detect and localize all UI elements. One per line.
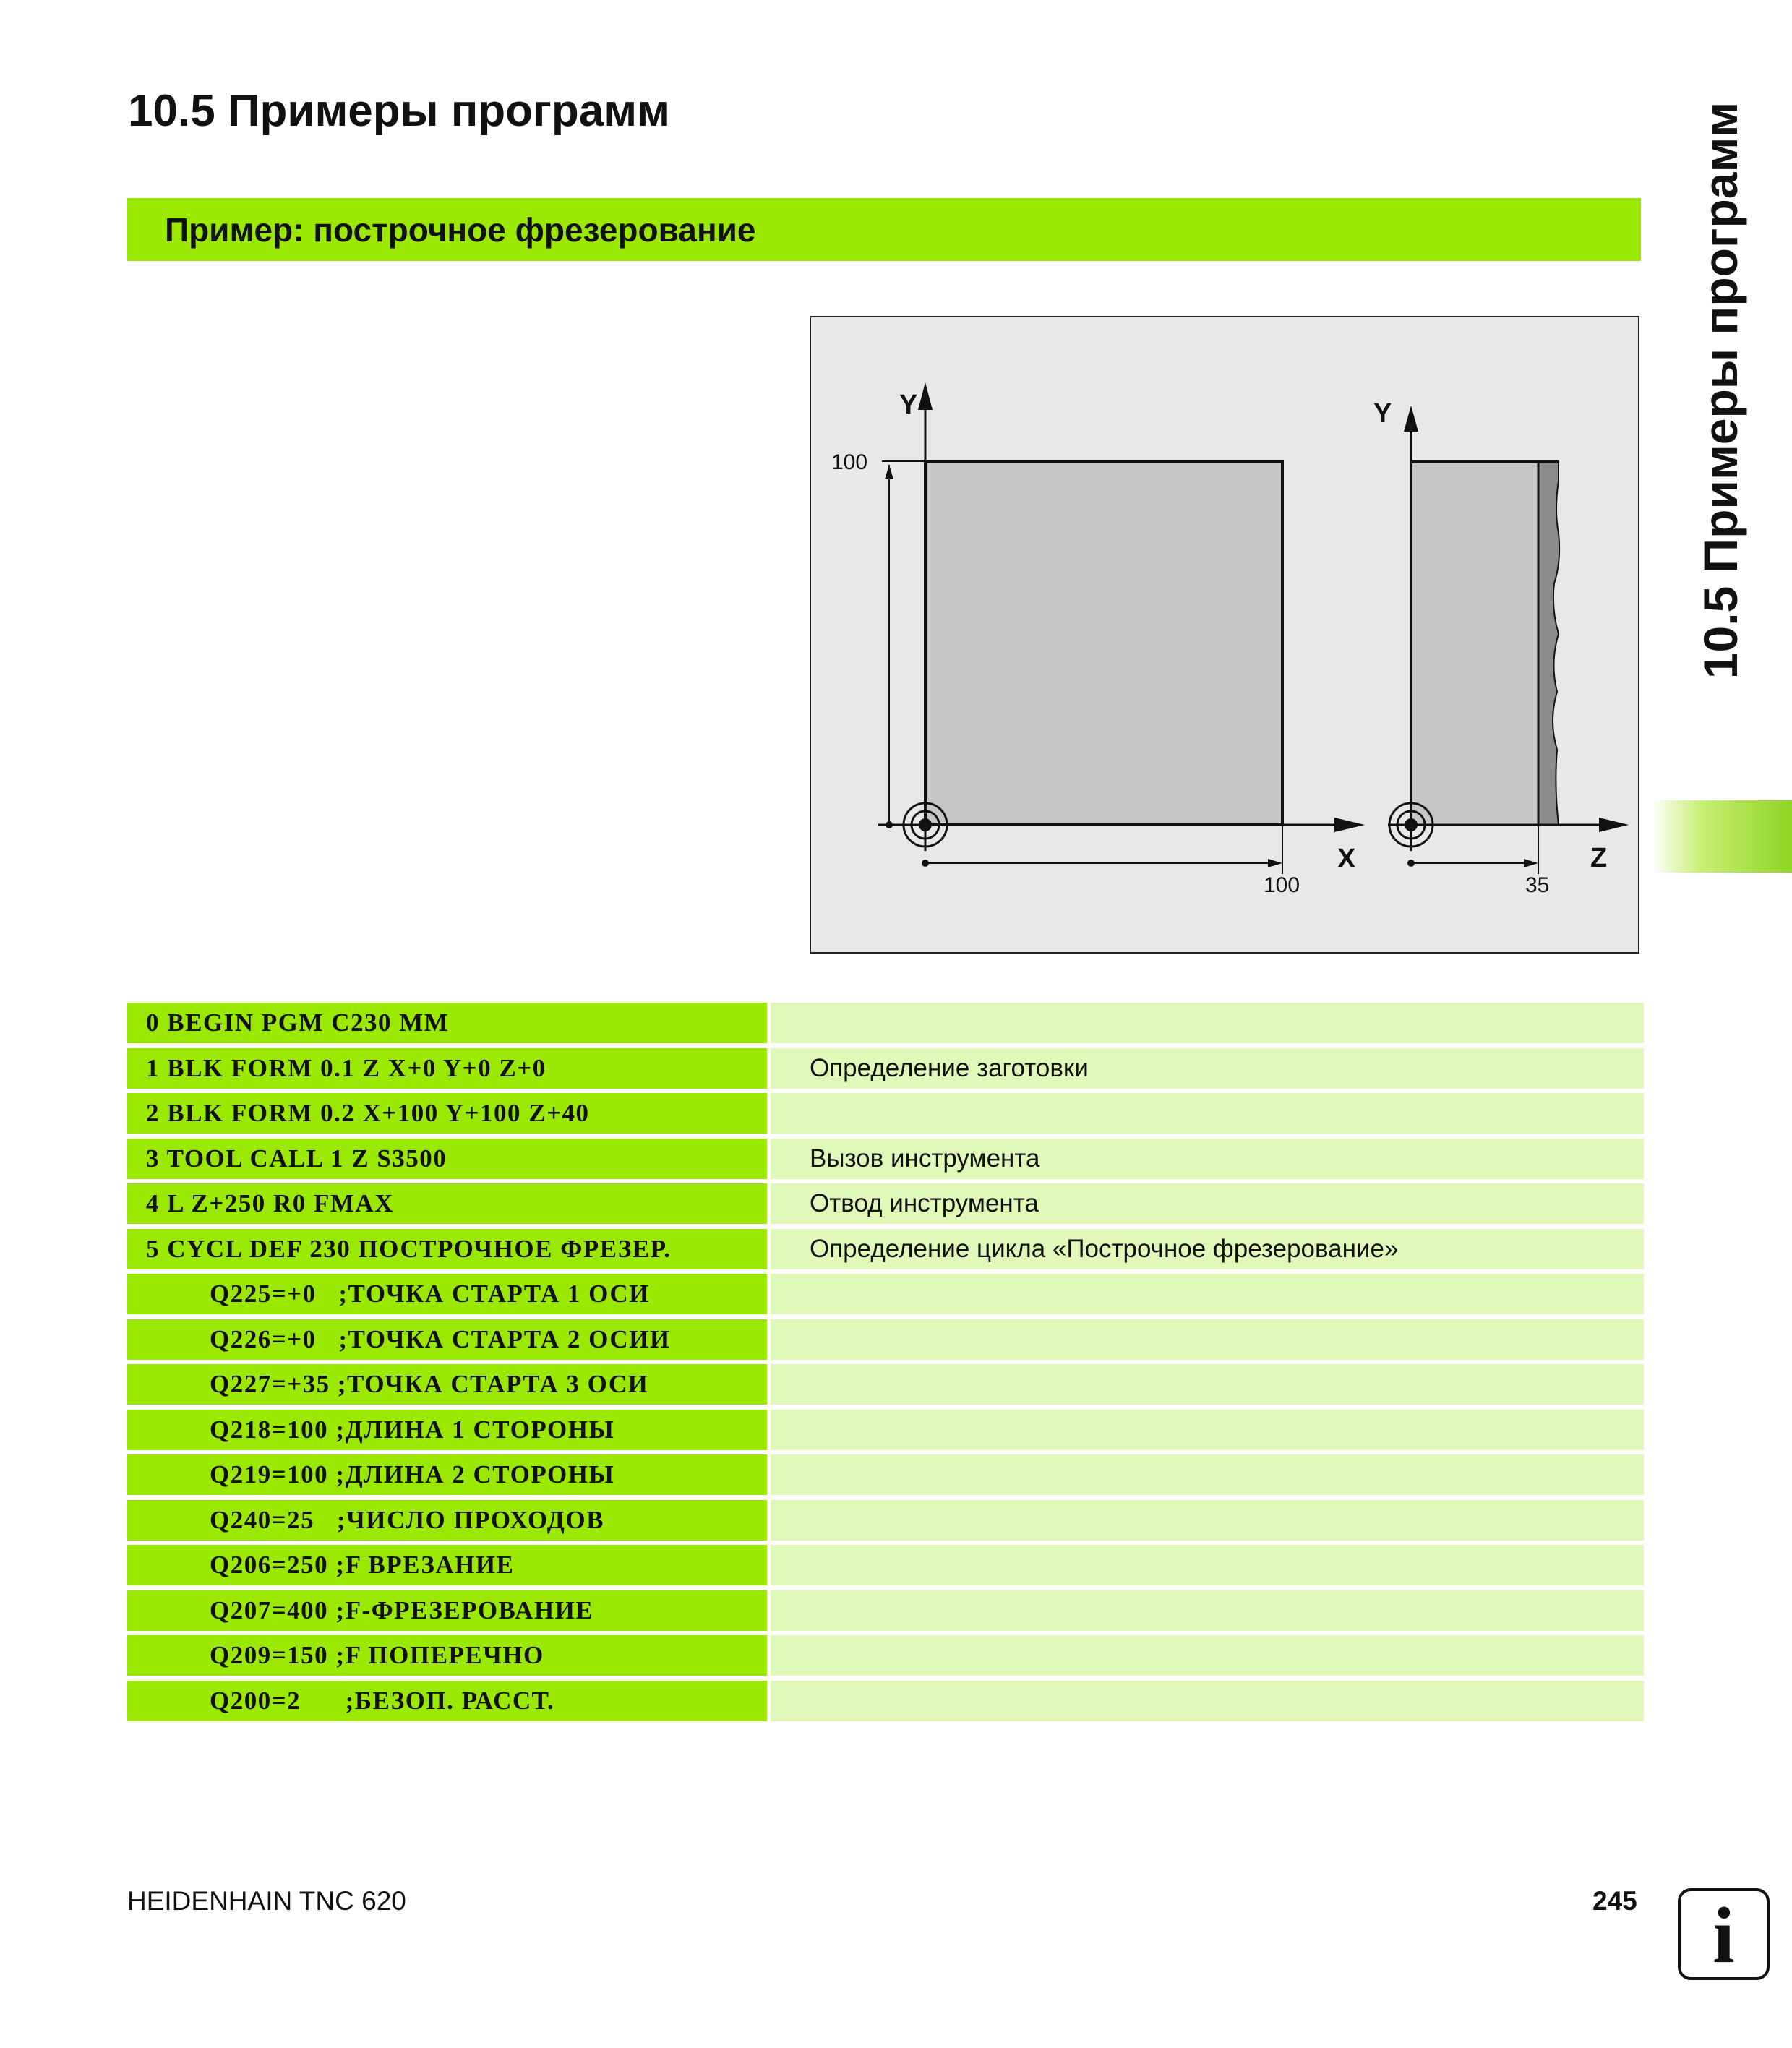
program-code: 3 TOOL CALL 1 Z S3500 [127, 1139, 767, 1179]
footer-product-name: HEIDENHAIN TNC 620 [127, 1886, 406, 1916]
program-comment [771, 1635, 1644, 1676]
program-row [127, 1229, 1644, 1269]
program-comment [771, 1590, 1644, 1631]
program-comment [771, 1500, 1644, 1541]
info-icon [1678, 1888, 1770, 1980]
y-axis-label-right: Y [1373, 398, 1392, 429]
x-axis-label: X [1337, 844, 1356, 874]
workpiece-drawing [810, 316, 1639, 954]
y-axis-label-left: Y [899, 390, 918, 420]
program-code: 1 BLK FORM 0.1 Z X+0 Y+0 Z+0 [127, 1048, 767, 1089]
program-comment [771, 1093, 1644, 1134]
program-code: 4 L Z+250 R0 FMAX [127, 1183, 767, 1224]
z-dim-origin-dot [1407, 860, 1415, 867]
program-comment [771, 1410, 1644, 1450]
x-dim-label: 100 [1264, 873, 1300, 897]
program-row [127, 1410, 1644, 1450]
program-comment: Отвод инструмента [771, 1183, 1644, 1224]
program-row [127, 1319, 1644, 1360]
y-dim-origin-dot [886, 821, 893, 828]
program-row [127, 1274, 1644, 1314]
workpiece-side-view [1411, 462, 1538, 825]
side-chapter-title-text: 10.5 Примеры программ [1694, 101, 1747, 680]
page-title: 10.5 Примеры программ [128, 86, 670, 136]
origin-marker-right-center [1405, 818, 1418, 831]
program-row [127, 1590, 1644, 1631]
nc-program-table [127, 1003, 1644, 1726]
program-row [127, 1454, 1644, 1495]
page-number: 245 [1592, 1886, 1637, 1916]
workpiece-top-view [925, 461, 1282, 825]
program-comment: Вызов инструмента [771, 1139, 1644, 1179]
z-axis-label: Z [1590, 843, 1608, 873]
program-code: Q207=400 ;F-ФРЕЗЕРОВАНИЕ [127, 1590, 767, 1631]
program-code: Q219=100 ;ДЛИНА 2 СТОРОНЫ [127, 1454, 767, 1495]
program-comment [771, 1364, 1644, 1405]
workpiece-break-section [1538, 462, 1559, 825]
program-code: Q240=25 ;ЧИСЛО ПРОХОДОВ [127, 1500, 767, 1541]
program-row [127, 1545, 1644, 1585]
program-code: Q209=150 ;F ПОПЕРЕЧНО [127, 1635, 767, 1676]
program-comment [771, 1274, 1644, 1314]
program-comment: Определение заготовки [771, 1048, 1644, 1089]
program-code: Q226=+0 ;ТОЧКА СТАРТА 2 ОСИИ [127, 1319, 767, 1360]
program-code: Q200=2 ;БЕЗОП. РАССТ. [127, 1681, 767, 1721]
program-code: Q206=250 ;F ВРЕЗАНИЕ [127, 1545, 767, 1585]
x-dim-origin-dot [922, 860, 929, 867]
chapter-tab-marker [1652, 800, 1792, 873]
section-header-bar [127, 198, 1641, 261]
program-row [127, 1500, 1644, 1541]
program-row [127, 1048, 1644, 1089]
program-code: Q227=+35 ;ТОЧКА СТАРТА 3 ОСИ [127, 1364, 767, 1405]
program-code: Q225=+0 ;ТОЧКА СТАРТА 1 ОСИ [127, 1274, 767, 1314]
program-comment [771, 1319, 1644, 1360]
program-comment [771, 1003, 1644, 1043]
program-code: Q218=100 ;ДЛИНА 1 СТОРОНЫ [127, 1410, 767, 1450]
side-chapter-title [1677, 94, 1764, 687]
program-code: 2 BLK FORM 0.2 X+100 Y+100 Z+40 [127, 1093, 767, 1134]
origin-marker-left-center [919, 818, 932, 831]
y-dim-label: 100 [831, 450, 868, 474]
z-dim-label: 35 [1525, 873, 1550, 897]
program-row [127, 1681, 1644, 1721]
program-code: 5 CYCL DEF 230 ПОСТРОЧНОЕ ФРЕЗЕР. [127, 1229, 767, 1269]
program-comment: Определение цикла «Построчное фрезерование» [771, 1229, 1644, 1269]
program-code: 0 BEGIN PGM C230 MM [127, 1003, 767, 1043]
info-icon-glyph: i [1712, 1891, 1735, 1979]
program-row [127, 1093, 1644, 1134]
program-comment [771, 1681, 1644, 1721]
section-title: Пример: построчное фрезерование [165, 211, 756, 249]
program-comment [771, 1454, 1644, 1495]
program-row [127, 1635, 1644, 1676]
program-row [127, 1183, 1644, 1224]
program-row [127, 1364, 1644, 1405]
program-row [127, 1003, 1644, 1043]
program-row [127, 1139, 1644, 1179]
program-comment [771, 1545, 1644, 1585]
